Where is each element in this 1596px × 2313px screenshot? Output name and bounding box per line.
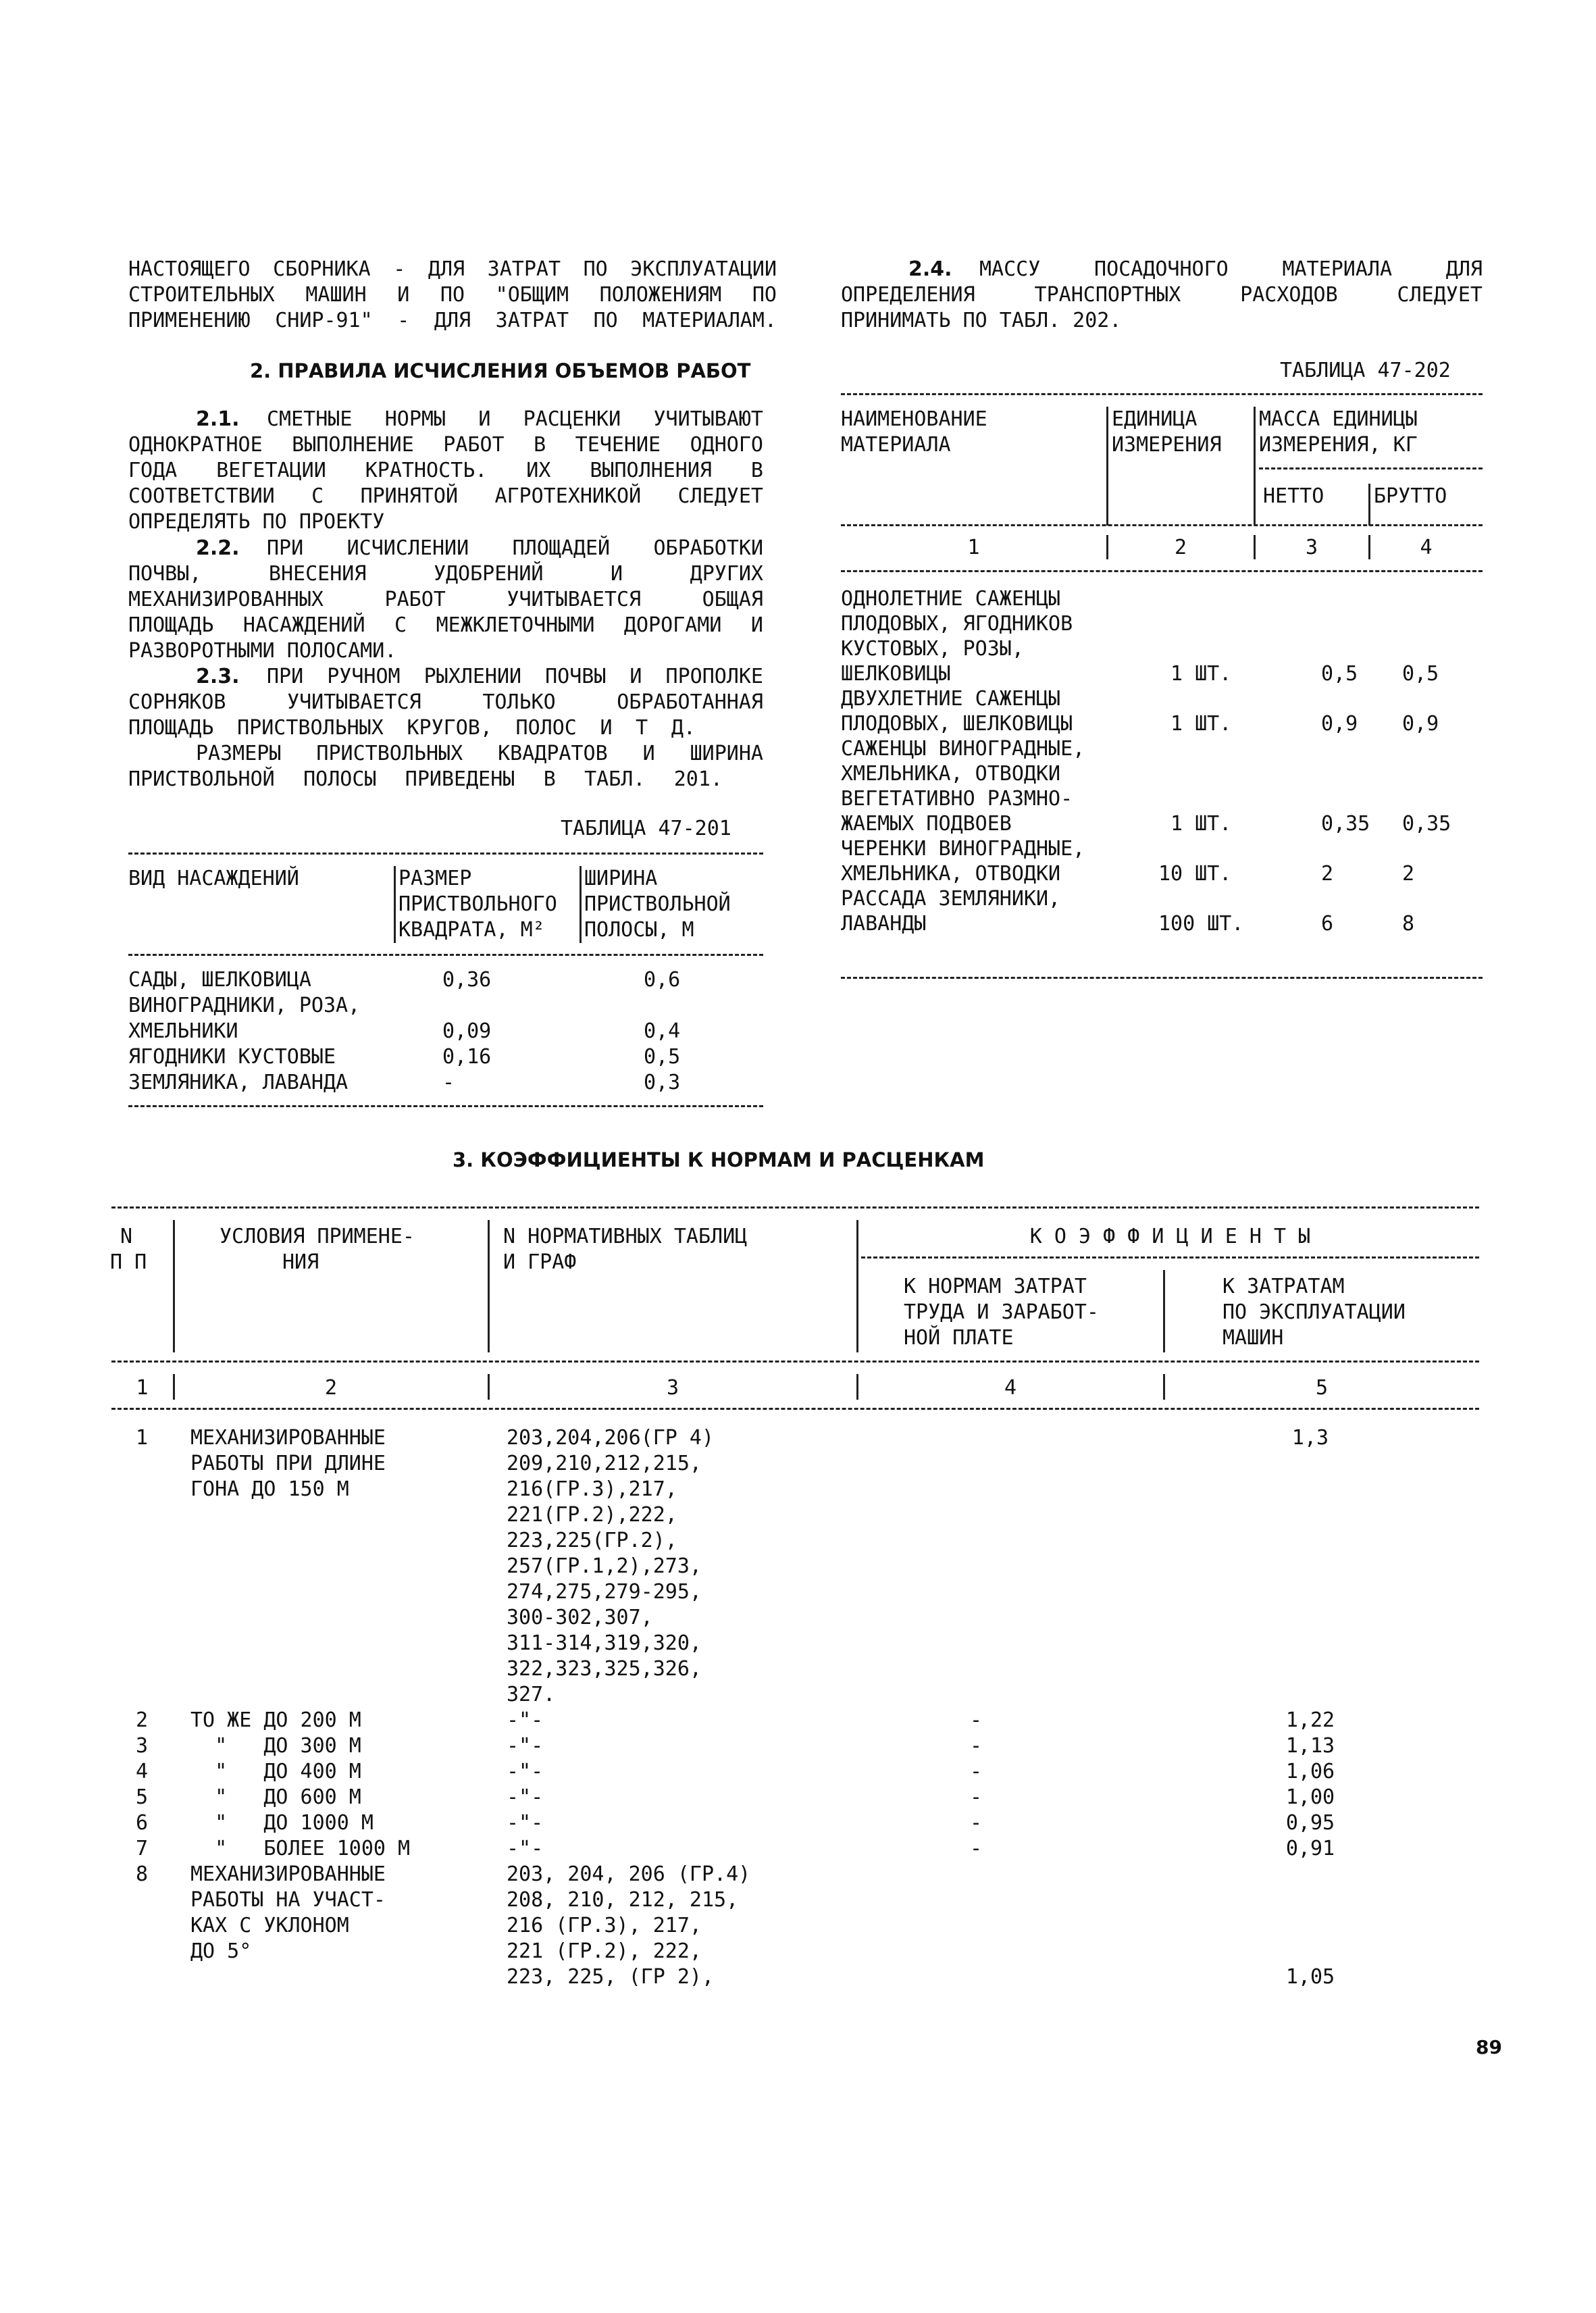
divider xyxy=(841,977,1483,979)
cell: ХМЕЛЬНИКА, ОТВОДКИ xyxy=(841,762,1061,786)
paragraph-number: 2.2. xyxy=(196,536,240,560)
cell: 0,09 xyxy=(442,1019,492,1043)
cell: ТО ЖЕ ДО 200 М xyxy=(190,1708,361,1732)
column-header: МАССА ЕДИНИЦЫ xyxy=(1259,407,1418,431)
cell: 2 xyxy=(1321,862,1334,886)
divider xyxy=(111,1206,1479,1209)
cell: 1 xyxy=(135,1426,149,1450)
cell: ХМЕЛЬНИКА, ОТВОДКИ xyxy=(841,862,1061,886)
text-line: МЕХАНИЗИРОВАННЫХ РАБОТ УЧИТЫВАЕТСЯ ОБЩАЯ xyxy=(128,588,763,611)
divider xyxy=(394,866,396,943)
text-line: ПРИМЕНЕНИЮ СНИР-91" - ДЛЯ ЗАТРАТ ПО МАТЕРИАЛАМ. xyxy=(128,309,777,332)
cell: КУСТОВЫХ, РОЗЫ, xyxy=(841,637,1024,661)
text-line: ПОЧВЫ, ВНЕСЕНИЯ УДОБРЕНИЙ И ДРУГИХ xyxy=(128,562,763,586)
cell: 0,9 xyxy=(1402,712,1439,736)
table-caption: ТАБЛИЦА 47-202 xyxy=(1280,359,1451,382)
column-header: РАЗМЕР xyxy=(398,867,472,890)
cell: - xyxy=(969,1760,983,1783)
divider xyxy=(1254,407,1256,526)
cell: ОДНОЛЕТНИЕ САЖЕНЦЫ xyxy=(841,587,1061,611)
cell: 0,35 xyxy=(1402,812,1451,836)
cell: 208, 210, 212, 215, xyxy=(507,1888,739,1912)
text-line: МАССУ ПОСАДОЧНОГО МАТЕРИАЛА ДЛЯ xyxy=(979,257,1483,281)
cell: 1,13 xyxy=(1285,1734,1335,1758)
divider xyxy=(841,393,1483,395)
cell: 221 (ГР.2), 222, xyxy=(507,1939,702,1963)
text-line: ПРИ РУЧНОМ РЫХЛЕНИИ ПОЧВЫ И ПРОПОЛКЕ xyxy=(267,665,763,688)
cell: 0,5 xyxy=(1321,662,1358,686)
cell: 6 xyxy=(135,1811,149,1835)
paragraph-number: 2.3. xyxy=(196,665,240,688)
text-line: НАСТОЯЩЕГО СБОРНИКА - ДЛЯ ЗАТРАТ ПО ЭКСПЛУАТАЦИИ xyxy=(128,257,777,281)
cell: ЗЕМЛЯНИКА, ЛАВАНДА xyxy=(128,1071,349,1094)
cell: 203,204,206(ГР 4) xyxy=(507,1426,715,1450)
cell: " ДО 300 М xyxy=(190,1734,361,1758)
cell: 0,6 xyxy=(644,968,681,992)
divider xyxy=(1368,484,1370,526)
column-number: 2 xyxy=(1174,536,1187,559)
text-line: ОПРЕДЕЛЯТЬ ПО ПРОЕКТУ xyxy=(128,510,385,534)
cell: 223, 225, (ГР 2), xyxy=(507,1965,715,1989)
cell: -"- xyxy=(507,1760,544,1783)
paragraph-number: 2.1. xyxy=(196,407,240,431)
cell: " ДО 600 М xyxy=(190,1785,361,1809)
column-header: ИЗМЕРЕНИЯ, КГ xyxy=(1259,433,1418,457)
page-number: 89 xyxy=(1476,2036,1502,2058)
cell: 10 ШТ. xyxy=(1158,862,1232,886)
cell: 1,05 xyxy=(1285,1965,1335,1989)
cell: 4 xyxy=(135,1760,149,1783)
cell: 311-314,319,320, xyxy=(507,1631,702,1655)
cell: ЯГОДНИКИ КУСТОВЫЕ xyxy=(128,1045,336,1069)
column-header: НЕТТО xyxy=(1263,484,1324,508)
column-header: ПОЛОСЫ, М xyxy=(584,918,694,942)
cell: 0,5 xyxy=(1402,662,1439,686)
column-number: 2 xyxy=(324,1376,338,1400)
text-line: СТРОИТЕЛЬНЫХ МАШИН И ПО "ОБЩИМ ПОЛОЖЕНИЯМ ПО xyxy=(128,283,777,307)
divider xyxy=(1106,407,1108,526)
section-2-title: 2. ПРАВИЛА ИСЧИСЛЕНИЯ ОБЪЕМОВ РАБОТ xyxy=(250,359,751,382)
cell: МЕХАНИЗИРОВАННЫЕ xyxy=(190,1426,386,1450)
column-header: КВАДРАТА, М² xyxy=(398,918,545,942)
cell: 274,275,279-295, xyxy=(507,1580,702,1604)
column-header: ПРИСТВОЛЬНОГО xyxy=(398,892,557,916)
cell: САЖЕНЦЫ ВИНОГРАДНЫЕ, xyxy=(841,737,1085,761)
divider xyxy=(856,1220,858,1352)
divider xyxy=(173,1220,175,1352)
column-header: НИЯ xyxy=(282,1250,319,1274)
column-header: ВИД НАСАЖДЕНИЙ xyxy=(128,867,299,890)
cell: 100 ШТ. xyxy=(1158,912,1244,936)
cell: 0,36 xyxy=(442,968,492,992)
cell: -"- xyxy=(507,1708,544,1732)
cell: ШЕЛКОВИЦЫ xyxy=(841,662,951,686)
column-header: К О Э Ф Ф И Ц И Е Н Т Ы xyxy=(1029,1225,1311,1248)
column-header: ШИРИНА xyxy=(584,867,658,890)
cell: - xyxy=(969,1837,983,1860)
divider xyxy=(111,1408,1479,1410)
cell: 1,00 xyxy=(1285,1785,1335,1809)
cell: 7 xyxy=(135,1837,149,1860)
text-line: ПЛОЩАДЬ ПРИСТВОЛЬНЫХ КРУГОВ, ПОЛОС И Т Д. xyxy=(128,716,696,740)
column-header: УСЛОВИЯ ПРИМЕНЕ- xyxy=(220,1225,415,1248)
cell: 216 (ГР.3), 217, xyxy=(507,1914,702,1937)
cell: ЖАЕМЫХ ПОДВОЕВ xyxy=(841,812,1012,836)
text-line: ГОДА ВЕГЕТАЦИИ КРАТНОСТЬ. ИХ ВЫПОЛНЕНИЯ В xyxy=(128,459,763,482)
divider xyxy=(841,524,1483,526)
cell: 2 xyxy=(1402,862,1415,886)
column-number: 1 xyxy=(136,1376,149,1400)
cell: " ДО 400 М xyxy=(190,1760,361,1783)
cell: ВИНОГРАДНИКИ, РОЗА, xyxy=(128,994,361,1017)
cell: - xyxy=(969,1734,983,1758)
column-header: НОЙ ПЛАТЕ xyxy=(904,1326,1014,1350)
cell: 322,323,325,326, xyxy=(507,1657,702,1681)
cell: РАССАДА ЗЕМЛЯНИКИ, xyxy=(841,887,1061,911)
text-line: РАЗВОРОТНЫМИ ПОЛОСАМИ. xyxy=(128,639,397,663)
column-header: N НОРМАТИВНЫХ ТАБЛИЦ xyxy=(503,1225,748,1248)
divider xyxy=(128,954,763,956)
column-number: 3 xyxy=(666,1376,679,1400)
cell: 0,4 xyxy=(644,1019,681,1043)
text-line: ОПРЕДЕЛЕНИЯ ТРАНСПОРТНЫХ РАСХОДОВ СЛЕДУЕТ xyxy=(841,283,1483,307)
column-header: К ЗАТРАТАМ xyxy=(1222,1275,1345,1298)
column-header: ИЗМЕРЕНИЯ xyxy=(1112,433,1222,457)
cell: 223,225(ГР.2), xyxy=(507,1529,677,1552)
column-header: N xyxy=(120,1225,133,1248)
cell: САДЫ, ШЕЛКОВИЦА xyxy=(128,968,311,992)
divider xyxy=(111,1361,1479,1363)
cell: 8 xyxy=(135,1862,149,1886)
column-header: ЕДИНИЦА xyxy=(1112,407,1198,431)
column-header: НАИМЕНОВАНИЕ xyxy=(841,407,987,431)
cell: 0,9 xyxy=(1321,712,1358,736)
column-header: МАТЕРИАЛА xyxy=(841,433,951,457)
cell: 0,3 xyxy=(644,1071,681,1094)
text-line: ПРИ ИСЧИСЛЕНИИ ПЛОЩАДЕЙ ОБРАБОТКИ xyxy=(267,536,763,560)
column-header: И ГРАФ xyxy=(503,1250,577,1274)
cell: 0,91 xyxy=(1285,1837,1335,1860)
paragraph-number: 2.4. xyxy=(908,257,952,281)
text-line: ПРИНИМАТЬ ПО ТАБЛ. 202. xyxy=(841,309,1122,332)
cell: 0,35 xyxy=(1321,812,1370,836)
cell: 1 ШТ. xyxy=(1170,812,1232,836)
cell: ДВУХЛЕТНИЕ САЖЕНЦЫ xyxy=(841,687,1061,711)
cell: -"- xyxy=(507,1837,544,1860)
cell: 0,16 xyxy=(442,1045,492,1069)
section-3-title: 3. КОЭФФИЦИЕНТЫ К НОРМАМ И РАСЦЕНКАМ xyxy=(453,1148,985,1171)
text-line: СОРНЯКОВ УЧИТЫВАЕТСЯ ТОЛЬКО ОБРАБОТАННАЯ xyxy=(128,690,763,714)
cell: 216(ГР.3),217, xyxy=(507,1477,677,1501)
cell: 1 ШТ. xyxy=(1170,662,1232,686)
cell: ВЕГЕТАТИВНО РАЗМНО- xyxy=(841,787,1073,811)
column-header: П П xyxy=(110,1250,147,1274)
text-line: СМЕТНЫЕ НОРМЫ И РАСЦЕНКИ УЧИТЫВАЮТ xyxy=(267,407,763,431)
cell: ПЛОДОВЫХ, ЯГОДНИКОВ xyxy=(841,612,1073,636)
cell: 1,3 xyxy=(1291,1426,1329,1450)
divider xyxy=(128,853,763,855)
cell: 300-302,307, xyxy=(507,1606,653,1629)
cell: - xyxy=(442,1071,455,1094)
cell: 257(ГР.1,2),273, xyxy=(507,1554,702,1578)
cell: 203, 204, 206 (ГР.4) xyxy=(507,1862,751,1886)
divider xyxy=(1163,1270,1165,1352)
cell: ПЛОДОВЫХ, ШЕЛКОВИЦЫ xyxy=(841,712,1073,736)
cell: КАХ С УКЛОНОМ xyxy=(190,1914,349,1937)
text-line: СООТВЕТСТВИИ С ПРИНЯТОЙ АГРОТЕХНИКОЙ СЛЕДУЕТ xyxy=(128,484,763,508)
cell: 209,210,212,215, xyxy=(507,1452,702,1475)
column-header: МАШИН xyxy=(1222,1326,1284,1350)
column-header: ТРУДА И ЗАРАБОТ- xyxy=(904,1300,1099,1324)
column-header: ПРИСТВОЛЬНОЙ xyxy=(584,892,731,916)
cell: 5 xyxy=(135,1785,149,1809)
cell: " БОЛЕЕ 1000 М xyxy=(190,1837,411,1860)
cell: 3 xyxy=(135,1734,149,1758)
cell: 6 xyxy=(1321,912,1334,936)
divider xyxy=(1259,467,1483,469)
cell: 1,22 xyxy=(1285,1708,1335,1732)
text-line: ПРИСТВОЛЬНОЙ ПОЛОСЫ ПРИВЕДЕНЫ В ТАБЛ. 201. xyxy=(128,767,723,791)
column-number: 4 xyxy=(1420,536,1433,559)
cell: - xyxy=(969,1811,983,1835)
cell: РАБОТЫ ПРИ ДЛИНЕ xyxy=(190,1452,386,1475)
cell: 2 xyxy=(135,1708,149,1732)
divider xyxy=(861,1256,1479,1259)
column-header: ПО ЭКСПЛУАТАЦИИ xyxy=(1222,1300,1406,1324)
cell: " ДО 1000 М xyxy=(190,1811,374,1835)
cell: РАБОТЫ НА УЧАСТ- xyxy=(190,1888,386,1912)
cell: -"- xyxy=(507,1811,544,1835)
cell: ХМЕЛЬНИКИ xyxy=(128,1019,238,1043)
cell: - xyxy=(969,1785,983,1809)
cell: 221(ГР.2),222, xyxy=(507,1503,677,1527)
cell: ЧЕРЕНКИ ВИНОГРАДНЫЕ, xyxy=(841,837,1085,861)
cell: -"- xyxy=(507,1785,544,1809)
cell: ГОНА ДО 150 М xyxy=(190,1477,349,1501)
text-line: ОДНОКРАТНОЕ ВЫПОЛНЕНИЕ РАБОТ В ТЕЧЕНИЕ ОДНОГО xyxy=(128,433,763,457)
cell: ДО 5° xyxy=(190,1939,252,1963)
cell: МЕХАНИЗИРОВАННЫЕ xyxy=(190,1862,386,1886)
divider xyxy=(488,1220,490,1352)
divider xyxy=(580,866,582,943)
cell: 327. xyxy=(507,1683,556,1706)
column-header: К НОРМАМ ЗАТРАТ xyxy=(904,1275,1087,1298)
column-number: 4 xyxy=(1004,1376,1017,1400)
cell: 0,95 xyxy=(1285,1811,1335,1835)
cell: 8 xyxy=(1402,912,1415,936)
column-number: 5 xyxy=(1315,1376,1329,1400)
table-caption: ТАБЛИЦА 47-201 xyxy=(561,817,731,840)
column-number: 3 xyxy=(1305,536,1318,559)
divider xyxy=(128,1105,763,1107)
divider xyxy=(841,570,1483,572)
column-header: БРУТТО xyxy=(1374,484,1447,508)
cell: - xyxy=(969,1708,983,1732)
cell: 1,06 xyxy=(1285,1760,1335,1783)
text-line: ПЛОЩАДЬ НАСАЖДЕНИЙ С МЕЖКЛЕТОЧНЫМИ ДОРОГАМИ И xyxy=(128,613,763,637)
column-number: 1 xyxy=(967,536,980,559)
cell: -"- xyxy=(507,1734,544,1758)
cell: 0,5 xyxy=(644,1045,681,1069)
cell: ЛАВАНДЫ xyxy=(841,912,927,936)
text-line: РАЗМЕРЫ ПРИСТВОЛЬНЫХ КВАДРАТОВ И ШИРИНА xyxy=(196,742,763,765)
cell: 1 ШТ. xyxy=(1170,712,1232,736)
